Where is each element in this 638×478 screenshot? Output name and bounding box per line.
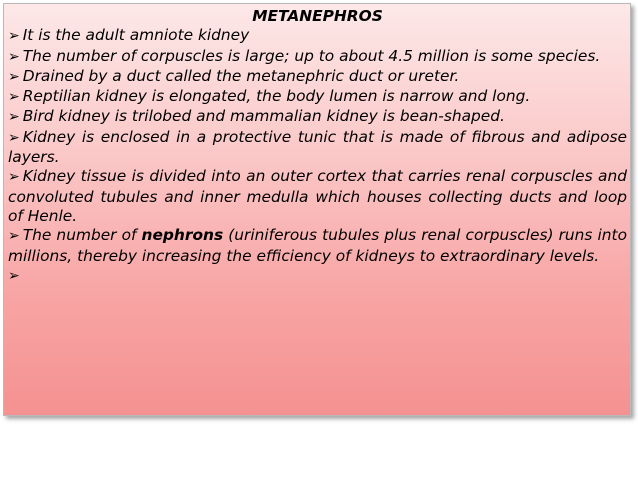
- bullet-text-post: (uriniferous tubules plus renal corpuscles) runs into millions, thereby increasing the efficiency of kidneys to extraordinary levels.: [8, 226, 627, 265]
- bullet-item: [8, 128, 627, 168]
- bullet-text-bold: nephrons: [141, 226, 224, 245]
- bullet-item: [8, 107, 627, 127]
- bullet-item: [8, 67, 627, 87]
- arrow-bullet-icon: ➢: [8, 48, 20, 65]
- bullet-text: Bird kidney is trilobed and mammalian kidney is bean-shaped.: [22, 107, 505, 126]
- arrow-bullet-icon: ➢: [8, 267, 20, 284]
- bullet-text: Kidney tissue is divided into an outer cortex that carries renal corpuscles and convoluted tubules and inner medulla which houses collecting ducts and loop of Henle.: [8, 167, 627, 225]
- arrow-bullet-icon: ➢: [8, 109, 20, 126]
- content-box: [3, 3, 631, 416]
- bullet-item: [8, 226, 627, 266]
- arrow-bullet-icon: ➢: [8, 28, 20, 45]
- arrow-bullet-icon: ➢: [8, 129, 20, 146]
- arrow-bullet-icon: ➢: [8, 68, 20, 85]
- bullet-text: Reptilian kidney is elongated, the body lumen is narrow and long.: [22, 87, 531, 106]
- bullet-item: [8, 26, 627, 46]
- arrow-bullet-icon: ➢: [8, 169, 20, 186]
- bullet-text: Drained by a duct called the metanephric duct or ureter.: [22, 66, 460, 85]
- bullet-text: It is the adult amniote kidney: [22, 26, 250, 45]
- bullet-text: Kidney is enclosed in a protective tunic that is made of fibrous and adipose layers.: [8, 127, 627, 167]
- bullet-item: [8, 87, 627, 107]
- bullet-text: The number of corpuscles is large; up to about 4.5 million is some species.: [22, 46, 601, 65]
- bullet-text-pre: The number of: [22, 226, 137, 245]
- arrow-bullet-icon: ➢: [8, 89, 20, 106]
- arrow-bullet-icon: ➢: [8, 228, 20, 245]
- bullet-item: [8, 47, 627, 67]
- bullet-item: [8, 167, 627, 226]
- bullet-item: [8, 266, 627, 286]
- slide-title: METANEPHROS: [252, 7, 383, 25]
